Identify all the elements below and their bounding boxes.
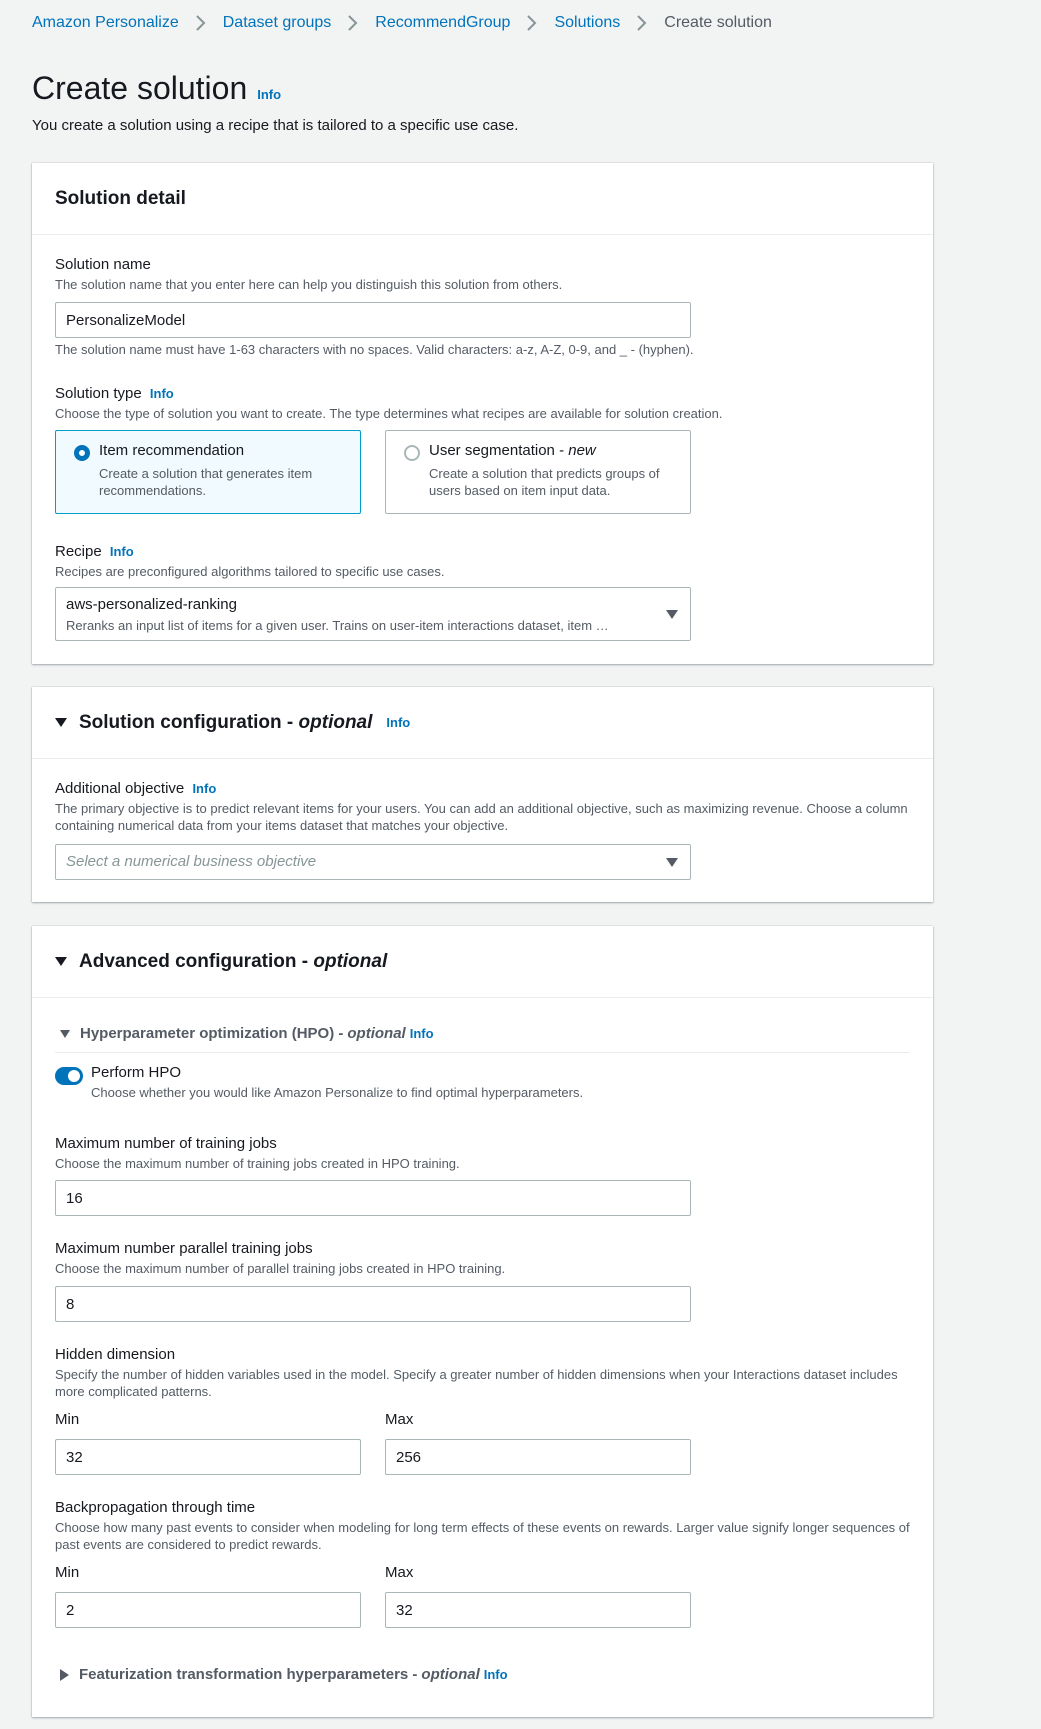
- caret-right-icon: [60, 1669, 69, 1681]
- recipe-selected-description: Reranks an input list of items for a given user. Trains on user-item interactions dataset, item …: [66, 618, 609, 633]
- bptt-label: Backpropagation through time: [55, 1499, 256, 1516]
- solution-type-field: [55, 385, 722, 422]
- caret-down-icon: [60, 1030, 70, 1038]
- breadcrumb-create-solution: Create solution: [664, 14, 772, 31]
- page-heading: Create solution: [32, 70, 248, 106]
- solution-configuration-header[interactable]: [32, 687, 933, 759]
- bptt-min-input[interactable]: [55, 1592, 361, 1628]
- user-segmentation-title: User segmentation - new: [429, 442, 596, 459]
- toggle-knob: [68, 1070, 80, 1082]
- caret-down-icon: [666, 858, 678, 867]
- perform-hpo-label: Perform HPO: [91, 1064, 182, 1081]
- recipe-label: Recipe: [55, 543, 102, 560]
- hidden-dimension-min-input[interactable]: [55, 1439, 361, 1475]
- breadcrumb-amazon-personalize[interactable]: Amazon Personalize: [32, 14, 179, 31]
- hidden-dimension-max-label: Max: [385, 1411, 414, 1428]
- featurization-info-link[interactable]: Info: [483, 1667, 508, 1682]
- additional-objective-info-link[interactable]: Info: [192, 781, 217, 796]
- perform-hpo-description: Choose whether you would like Amazon Personalize to find optimal hyperparameters.: [91, 1085, 584, 1100]
- max-training-jobs-label: Maximum number of training jobs: [55, 1135, 277, 1152]
- featurization-title: Featurization transformation hyperparameters -: [79, 1666, 418, 1683]
- solution-name-field: [55, 256, 562, 293]
- solution-configuration-info-link[interactable]: Info: [386, 715, 411, 730]
- user-segmentation-description: Create a solution that predicts groups of users based on item input data.: [429, 466, 660, 498]
- caret-down-icon: [55, 957, 67, 966]
- page-description: You create a solution using a recipe that is tailored to a specific use case.: [32, 117, 519, 134]
- breadcrumb-recommend-group[interactable]: RecommendGroup: [375, 14, 511, 31]
- breadcrumb: [32, 14, 772, 32]
- caret-down-icon: [666, 610, 678, 619]
- perform-hpo-toggle[interactable]: [55, 1067, 83, 1085]
- header-info-link[interactable]: Info: [257, 87, 282, 102]
- solution-detail-title: Solution detail: [55, 187, 186, 209]
- hidden-dimension-max-input[interactable]: [385, 1439, 691, 1475]
- recipe-field: [55, 543, 444, 580]
- additional-objective-select[interactable]: [55, 844, 691, 880]
- hpo-divider: [55, 1052, 910, 1053]
- solution-detail-header: [32, 163, 933, 235]
- chevron-right-icon: [345, 14, 361, 32]
- chevron-right-icon: [193, 14, 209, 32]
- bptt-description: Choose how many past events to consider when modeling for long term effects of these events on rewards. Larger value signify longer sequences of past events are considered to predict rewards.: [55, 1520, 910, 1552]
- hpo-optional: optional: [347, 1025, 406, 1042]
- max-parallel-jobs-description: Choose the maximum number of parallel training jobs created in HPO training.: [55, 1261, 506, 1276]
- page-title: [32, 70, 281, 107]
- advanced-configuration-title: Advanced configuration - optional: [79, 950, 388, 972]
- solution-configuration-panel: [32, 687, 933, 902]
- hpo-section-header[interactable]: [60, 1025, 434, 1042]
- additional-objective-description: The primary objective is to predict relevant items for your users. You can add an additional objective, such as maximizing revenue. Choose a column containing numerical data from your items dataset that matches your objective.: [55, 801, 908, 833]
- item-recommendation-description: Create a solution that generates item recommendations.: [99, 466, 313, 498]
- solution-type-info-link[interactable]: Info: [149, 386, 174, 401]
- solution-type-label: Solution type: [55, 385, 142, 402]
- hpo-info-link[interactable]: Info: [409, 1026, 434, 1041]
- bptt-field: [55, 1499, 910, 1553]
- recipe-info-link[interactable]: Info: [109, 544, 134, 559]
- solution-detail-panel: [32, 163, 933, 664]
- item-recommendation-title: Item recommendation: [99, 442, 245, 459]
- additional-objective-label: Additional objective: [55, 780, 185, 797]
- solution-name-input[interactable]: [55, 302, 691, 338]
- advanced-configuration-header[interactable]: [32, 926, 933, 998]
- bptt-min-label: Min: [55, 1564, 80, 1581]
- hidden-dimension-description: Specify the number of hidden variables used in the model. Specify a greater number of hidden dimensions when your Interactions dataset includes more complicated patterns.: [55, 1367, 898, 1399]
- user-segmentation-tile[interactable]: [385, 430, 691, 514]
- solution-name-description: The solution name that you enter here can help you distinguish this solution from others.: [55, 277, 563, 292]
- hidden-dimension-min-label: Min: [55, 1411, 80, 1428]
- user-segmentation-radio[interactable]: [404, 445, 420, 461]
- max-parallel-jobs-field: [55, 1240, 505, 1277]
- solution-configuration-title: Solution configuration - optional: [79, 711, 373, 733]
- chevron-right-icon: [524, 14, 540, 32]
- perform-hpo-field: [91, 1064, 583, 1101]
- new-tag: new: [568, 442, 596, 459]
- max-training-jobs-input[interactable]: [55, 1180, 691, 1216]
- max-parallel-jobs-input[interactable]: [55, 1286, 691, 1322]
- featurization-optional: optional: [421, 1666, 480, 1683]
- featurization-section-header[interactable]: [60, 1666, 508, 1683]
- additional-objective-placeholder: Select a numerical business objective: [66, 853, 317, 870]
- caret-down-icon: [55, 718, 67, 727]
- hidden-dimension-field: [55, 1346, 910, 1400]
- hpo-title: Hyperparameter optimization (HPO) -: [80, 1025, 344, 1042]
- max-training-jobs-field: [55, 1135, 460, 1172]
- solution-type-description: Choose the type of solution you want to create. The type determines what recipes are available for solution creation.: [55, 406, 723, 421]
- additional-objective-field: [55, 780, 910, 834]
- bptt-max-label: Max: [385, 1564, 414, 1581]
- recipe-selected-value: aws-personalized-ranking: [66, 596, 237, 613]
- chevron-right-icon: [634, 14, 650, 32]
- breadcrumb-solutions[interactable]: Solutions: [554, 14, 621, 31]
- item-recommendation-radio[interactable]: [74, 445, 90, 461]
- hidden-dimension-label: Hidden dimension: [55, 1346, 176, 1363]
- max-training-jobs-description: Choose the maximum number of training jobs created in HPO training.: [55, 1156, 460, 1171]
- max-parallel-jobs-label: Maximum number parallel training jobs: [55, 1240, 313, 1257]
- bptt-max-input[interactable]: [385, 1592, 691, 1628]
- advanced-configuration-panel: [32, 926, 933, 1717]
- recipe-select[interactable]: [55, 587, 691, 641]
- solution-name-label: Solution name: [55, 256, 151, 273]
- recipe-description: Recipes are preconfigured algorithms tailored to specific use cases.: [55, 564, 445, 579]
- breadcrumb-dataset-groups[interactable]: Dataset groups: [222, 14, 332, 31]
- item-recommendation-tile[interactable]: [55, 430, 361, 514]
- solution-name-constraint: The solution name must have 1-63 characters with no spaces. Valid characters: a-z, A-Z, 0-9, and _ - (hyphen).: [55, 342, 694, 357]
